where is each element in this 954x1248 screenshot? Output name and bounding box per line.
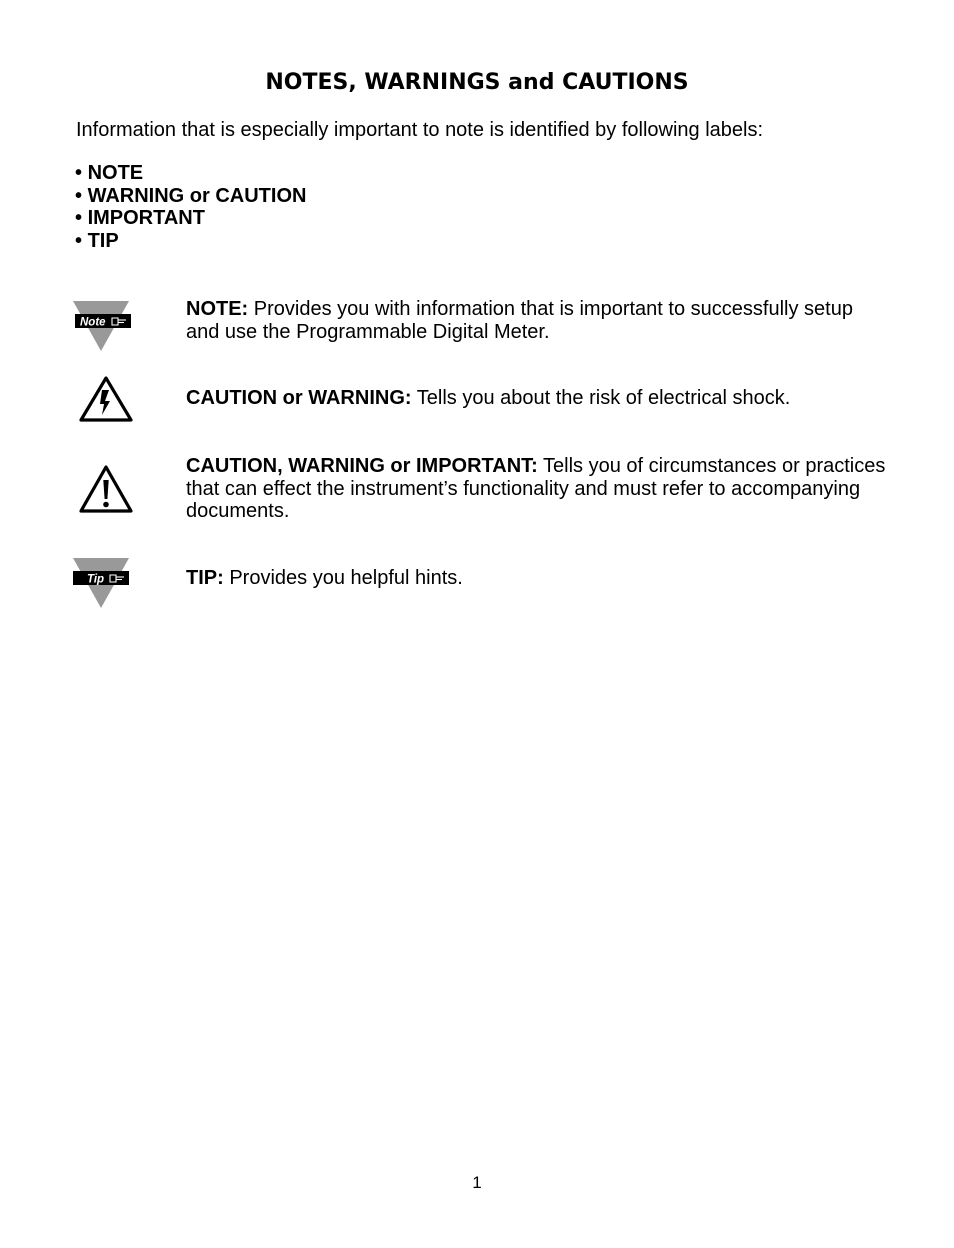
shock-entry (186, 387, 886, 410)
label-item-note: • NOTE (75, 162, 306, 185)
exclamation-warning-icon (78, 464, 134, 514)
intro-text: Information that is especially important to note is identified by following labels: (76, 119, 764, 141)
note-entry-lead: NOTE: (186, 298, 249, 320)
tip-badge-text: Tip (87, 573, 105, 586)
label-item-important: • IMPORTANT (75, 207, 306, 230)
caution-entry-lead: CAUTION, WARNING or IMPORTANT: (186, 455, 538, 477)
tip-entry (186, 567, 886, 590)
label-item-tip: • TIP (75, 230, 306, 253)
note-entry (186, 298, 886, 343)
tip-pointer-icon (72, 556, 134, 610)
label-list (75, 162, 306, 252)
page-title: NOTES, WARNINGS and CAUTIONS (265, 70, 689, 95)
caution-entry-text: Tells you of circumstances or practices that can effect the instrument’s functionality and must refer to accompanying documents. (186, 455, 886, 522)
note-badge-text: Note (80, 316, 106, 329)
shock-entry-text: Tells you about the risk of electrical shock. (416, 387, 791, 409)
page-number: 1 (472, 1173, 482, 1192)
caution-entry (186, 455, 886, 523)
note-pointer-icon (72, 299, 134, 353)
electrical-shock-warning-icon (78, 375, 134, 423)
tip-entry-lead: TIP: (186, 567, 224, 589)
label-item-warning: • WARNING or CAUTION (75, 185, 306, 208)
shock-entry-lead: CAUTION or WARNING: (186, 387, 412, 409)
tip-entry-text: Provides you helpful hints. (229, 567, 463, 589)
note-entry-text: Provides you with information that is important to successfully setup and use the Programmable Digital Meter. (186, 298, 853, 343)
